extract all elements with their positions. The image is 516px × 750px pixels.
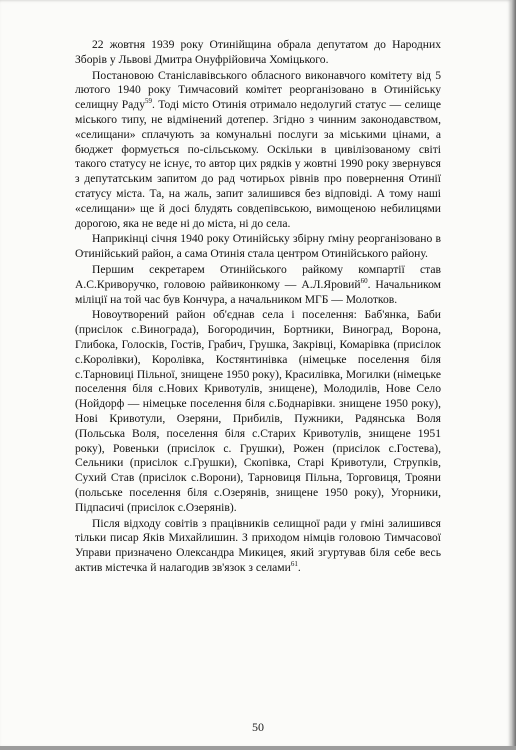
footnote-ref-59: 59 xyxy=(145,97,153,106)
page-edge-shadow xyxy=(512,0,516,750)
page-bottom-edge xyxy=(0,746,516,750)
paragraph-4-text: Першим секретарем Отинійського райкому компартії став А.С.Криворучко, головою райвиконкому — А.Л.Яровий xyxy=(75,262,441,291)
page-number: 50 xyxy=(252,720,264,734)
paragraph-5 xyxy=(75,308,441,515)
paragraph-6-text: Після відходу совітів з працівників селищної ради у ґміні залишився тільки писар Яків Михайлишин. З приходом німців головою Тимчасової Управи призначено Олександра Микицея, який згуртував біля себе весь актив містечка й налагодив зв'язок з селами xyxy=(75,516,441,574)
paragraph-3 xyxy=(75,232,441,262)
body-text xyxy=(75,38,441,576)
paragraph-6-tail: . xyxy=(297,560,301,574)
paragraph-2-text: Постановою Станіславівського обласного виконавчого комітету від 5 лютого 1940 року Тимчасовий комітет реорганізовано в Отинійську селищну Раду xyxy=(75,68,441,112)
paragraph-4-tail: . Начальником міліції на той час був Кончура, а начальником МГБ — Молотков. xyxy=(75,277,441,306)
paragraph-2-tail: . Тоді місто Отинія отримало недолугий статус — селище міського типу, не відмінений дотепер. Згідно з чинним законодавством, «селищани» сплачують за комунальні послуги за міськими цінами, а бюджет формується по-сільському. Оскільки в цивілізованому світі такого статусу не існує, то автор цих рядків у жовтні 1990 року звернувся з депутатським запитом до рад чотирьох рівнів про повернення Отинії статусу міста. Та, на жаль, запит залишився без відповіді. А тому наші «селищани» ще й досі блудять совдепівською, вимощеною небилицями дорогою, яка не веде ні до міста, ні до села. xyxy=(75,98,441,230)
footnote-ref-60: 60 xyxy=(360,276,368,285)
paragraph-6 xyxy=(75,517,441,576)
paragraph-5-text: Новоутворений район об'єднав села і поселення: Баб'янка, Баби (присілок с.Винограда), Богородичин, Бортники, Виноград, Ворона, Глибока, Голосків, Гостів, Грабич, Грушка, Закрівці, Комарівка (присілок с.Королівки), Королівка, Костянтинівка (німецьке поселення біля с.Тарновиці Пільної, знищене 1950 року), Красилівка, Могилки (німецьке поселення біля с.Нових Кривотулів, знищене), Молодилів, Нове Село (Нойдорф — німецьке поселення біля с.Боднарівки. знищене 1950 року), Нові Кривотули, Озеряни, Прибилів, Пужники, Радянська Воля (Польська Воля, поселення біля с.Старих Кривотулів, знищене 1951 року), Ровеньки (присілок с. Грушки), Рожен (присілок с.Гостева), Сельники (присілок с.Грушки), Скопівка, Старі Кривотули, Струпків, Сухий Став (присілок с.Ворони), Тарновиця Пільна, Торговиця, Трояни (польське поселення біля с.Озерянів, знищене 1950 року), Угорники, Підпасичі (присілок с.Озерянів). xyxy=(75,308,441,514)
paragraph-3-text: Наприкінці січня 1940 року Отинійську збірну ґміну реорганізовано в Отинійський район, а сама Отинія стала центром Отинійського району. xyxy=(75,232,441,261)
paragraph-2 xyxy=(75,69,441,232)
paragraph-4 xyxy=(75,263,441,307)
footnote-ref-61: 61 xyxy=(290,560,298,569)
paragraph-1 xyxy=(75,38,441,68)
paragraph-1-text: 22 жовтня 1939 року Отинійщина обрала депутатом до Народних Зборів у Львові Дмитра Онуфрійовича Хоміцького. xyxy=(75,38,441,66)
